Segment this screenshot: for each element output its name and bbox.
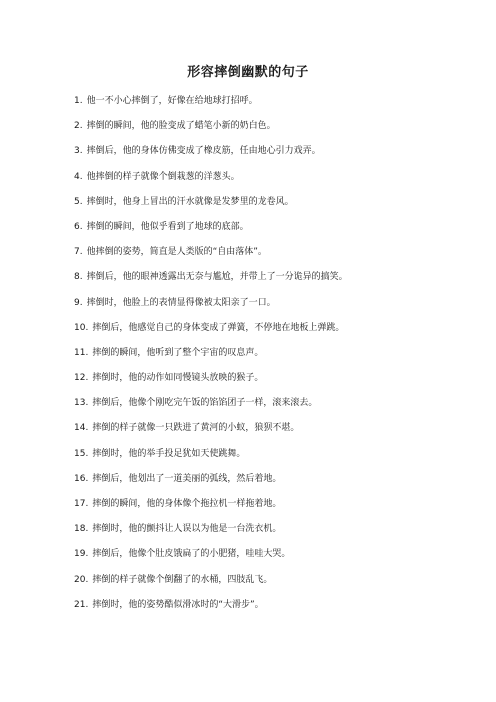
list-item: [74, 270, 474, 295]
list-item: [74, 245, 474, 270]
item-text: 他摔倒的姿势，简直是人类版的“自由落体”。: [86, 247, 267, 258]
item-text: 摔倒时，他的动作如同慢镜头放映的猴子。: [92, 373, 264, 384]
item-number: 17.: [74, 499, 89, 509]
list-item: [74, 371, 474, 396]
list-item: [74, 94, 474, 119]
item-text: 摔倒的样子就像一只跌进了黄河的小蚁，狼狈不堪。: [92, 423, 300, 434]
item-number: 8.: [74, 272, 83, 283]
item-number: 4.: [74, 171, 83, 182]
item-text: 摔倒的瞬间，他听到了整个宇宙的叹息声。: [92, 347, 264, 358]
list-item: [74, 573, 474, 598]
item-number: 7.: [74, 247, 83, 258]
item-text: 摔倒时，他的颤抖让人误以为他是一台洗衣机。: [92, 524, 282, 535]
item-number: 19.: [74, 549, 89, 560]
list-item: [74, 447, 474, 472]
item-text: 摔倒后，他划出了一道美丽的弧线，然后着地。: [92, 473, 282, 484]
item-text: 摔倒的瞬间，他似乎看到了地球的底部。: [86, 221, 249, 232]
list-item: [74, 220, 474, 245]
item-text: 摔倒时，他的姿势酷似滑冰时的“大滑步”。: [92, 599, 264, 610]
item-number: 10.: [74, 322, 89, 333]
list-item: [74, 296, 474, 321]
item-text: 摔倒后，他的眼神透露出无奈与尴尬，并带上了一分诡异的搞笑。: [86, 272, 348, 283]
item-number: 5.: [74, 196, 83, 207]
list-item: [74, 522, 474, 547]
list-item: [74, 119, 474, 144]
list-item: [74, 598, 474, 623]
item-text: 摔倒后，他感觉自己的身体变成了弹簧，不停地在地板上弹跳。: [92, 322, 345, 333]
item-text: 摔倒时，他脸上的表情显得像被太阳亲了一口。: [86, 297, 276, 308]
item-text: 摔倒后，他像个刚吃完午饭的馅馅团子一样，滚来滚去。: [92, 398, 318, 409]
item-text: 摔倒时，他身上冒出的汗水就像是发梦里的龙卷风。: [86, 196, 294, 207]
list-item: [74, 472, 474, 497]
list-item: [74, 346, 474, 371]
item-number: 1.: [74, 96, 83, 106]
item-number: 20.: [74, 574, 89, 585]
list-item: [74, 321, 474, 346]
item-number: 11.: [74, 347, 89, 358]
item-text: 摔倒后，他像个肚皮饿扁了的小肥猪，哇哇大哭。: [92, 549, 291, 560]
item-number: 18.: [74, 524, 89, 535]
item-number: 16.: [74, 473, 89, 484]
item-text: 他摔倒的样子就像个倒栽葱的洋葱头。: [86, 171, 240, 182]
list-item: [74, 195, 474, 220]
item-number: 14.: [74, 423, 89, 434]
item-number: 2.: [74, 121, 83, 132]
item-text: 摔倒后，他的身体仿佛变成了橡皮筋，任由地心引力戏弄。: [86, 146, 321, 157]
list-item: [74, 421, 474, 446]
item-text: 他一不小心摔倒了，好像在给地球打招呼。: [86, 96, 258, 106]
item-number: 21.: [74, 599, 89, 610]
list-item: [74, 144, 474, 169]
document-title: 形容摔倒幽默的句子: [187, 65, 309, 80]
list-item: [74, 547, 474, 572]
list-item: [74, 170, 474, 195]
item-number: 15.: [74, 448, 89, 459]
item-number: 12.: [74, 373, 89, 384]
item-number: 9.: [74, 297, 83, 308]
item-text: 摔倒时，他的举手投足犹如天使跳舞。: [92, 448, 246, 459]
item-text: 摔倒的样子就像个倒翻了的水桶，四肢乱飞。: [92, 574, 273, 585]
item-number: 3.: [74, 146, 83, 157]
item-text: 摔倒的瞬间，他的脸变成了蜡笔小新的奶白色。: [86, 121, 276, 132]
sentence-list: [74, 94, 474, 623]
list-item: [74, 396, 474, 421]
item-number: 6.: [74, 221, 83, 232]
list-item: [74, 497, 474, 522]
item-text: 摔倒的瞬间，他的身体像个拖拉机一样拖着地。: [92, 499, 282, 509]
item-number: 13.: [74, 398, 89, 409]
